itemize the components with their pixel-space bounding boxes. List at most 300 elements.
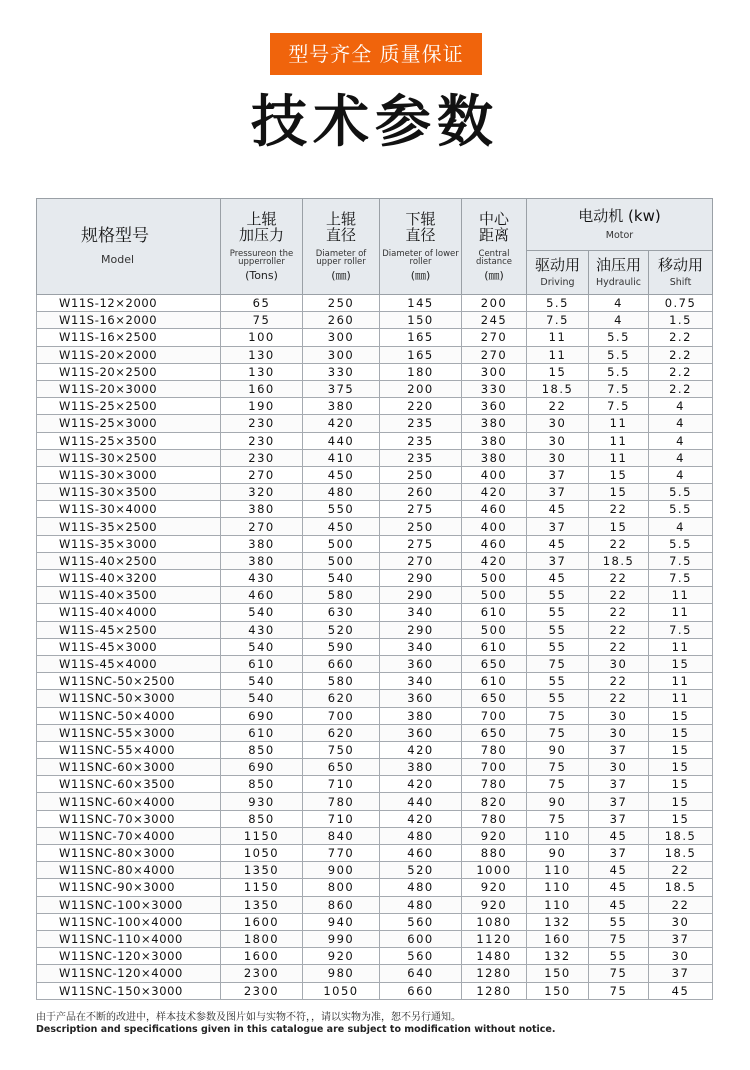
cell-upper-dia: 330 bbox=[303, 363, 380, 380]
cell-hydraulic: 37 bbox=[589, 776, 649, 793]
header-pressure-en: Pressureon the upperroller bbox=[229, 248, 294, 268]
cell-model: W11SNC-50×3000 bbox=[37, 690, 221, 707]
cell-hydraulic: 37 bbox=[589, 845, 649, 862]
cell-model: W11S-40×3200 bbox=[37, 570, 221, 587]
cell-driving: 75 bbox=[527, 759, 589, 776]
header-center-en: Central distance bbox=[475, 248, 513, 268]
cell-model: W11SNC-50×4000 bbox=[37, 707, 221, 724]
cell-driving: 55 bbox=[527, 621, 589, 638]
cell-upper-dia: 590 bbox=[303, 638, 380, 655]
cell-pressure: 540 bbox=[221, 673, 303, 690]
cell-shift: 4 bbox=[649, 432, 713, 449]
cell-pressure: 230 bbox=[221, 449, 303, 466]
cell-hydraulic: 4 bbox=[589, 312, 649, 329]
cell-upper-dia: 540 bbox=[303, 570, 380, 587]
cell-upper-dia: 620 bbox=[303, 690, 380, 707]
cell-model: W11SNC-60×3000 bbox=[37, 759, 221, 776]
cell-shift: 18.5 bbox=[649, 879, 713, 896]
cell-pressure: 610 bbox=[221, 724, 303, 741]
cell-model: W11S-12×2000 bbox=[37, 295, 221, 312]
cell-driving: 150 bbox=[527, 982, 589, 999]
cell-model: W11S-20×2000 bbox=[37, 346, 221, 363]
cell-center: 270 bbox=[462, 346, 527, 363]
cell-lower-dia: 180 bbox=[380, 363, 462, 380]
cell-lower-dia: 270 bbox=[380, 552, 462, 569]
cell-model: W11SNC-70×4000 bbox=[37, 827, 221, 844]
cell-model: W11SNC-55×4000 bbox=[37, 741, 221, 758]
cell-driving: 132 bbox=[527, 913, 589, 930]
cell-center: 920 bbox=[462, 896, 527, 913]
cell-shift: 15 bbox=[649, 741, 713, 758]
header-upper-dia-unit: (㎜) bbox=[331, 269, 351, 283]
cell-pressure: 1800 bbox=[221, 930, 303, 947]
cell-shift: 15 bbox=[649, 759, 713, 776]
cell-lower-dia: 250 bbox=[380, 466, 462, 483]
spec-table bbox=[36, 198, 713, 1000]
cell-driving: 11 bbox=[527, 329, 589, 346]
cell-center: 1000 bbox=[462, 862, 527, 879]
cell-lower-dia: 640 bbox=[380, 965, 462, 982]
cell-pressure: 380 bbox=[221, 535, 303, 552]
cell-center: 380 bbox=[462, 415, 527, 432]
cell-upper-dia: 940 bbox=[303, 913, 380, 930]
table-row bbox=[37, 965, 713, 982]
cell-shift: 18.5 bbox=[649, 827, 713, 844]
cell-center: 400 bbox=[462, 466, 527, 483]
cell-pressure: 190 bbox=[221, 398, 303, 415]
cell-pressure: 1600 bbox=[221, 913, 303, 930]
table-row bbox=[37, 741, 713, 758]
header-shift bbox=[649, 251, 713, 295]
cell-driving: 110 bbox=[527, 827, 589, 844]
table-row bbox=[37, 432, 713, 449]
header-model-en: Model bbox=[101, 252, 135, 266]
cell-hydraulic: 45 bbox=[589, 862, 649, 879]
cell-driving: 110 bbox=[527, 879, 589, 896]
cell-driving: 5.5 bbox=[527, 295, 589, 312]
cell-hydraulic: 30 bbox=[589, 759, 649, 776]
cell-driving: 11 bbox=[527, 346, 589, 363]
header-model-cn: 规格型号 bbox=[81, 226, 149, 247]
table-row bbox=[37, 930, 713, 947]
header-lower-dia-cn: 下辊 直径 bbox=[405, 209, 436, 245]
cell-lower-dia: 380 bbox=[380, 759, 462, 776]
table-row bbox=[37, 449, 713, 466]
cell-driving: 110 bbox=[527, 896, 589, 913]
table-row bbox=[37, 776, 713, 793]
cell-upper-dia: 980 bbox=[303, 965, 380, 982]
cell-lower-dia: 260 bbox=[380, 484, 462, 501]
cell-driving: 75 bbox=[527, 724, 589, 741]
cell-upper-dia: 710 bbox=[303, 776, 380, 793]
cell-center: 500 bbox=[462, 587, 527, 604]
cell-driving: 110 bbox=[527, 862, 589, 879]
cell-pressure: 1350 bbox=[221, 862, 303, 879]
header-hydraulic-en: Hydraulic bbox=[595, 276, 642, 288]
cell-shift: 11 bbox=[649, 604, 713, 621]
cell-upper-dia: 630 bbox=[303, 604, 380, 621]
cell-upper-dia: 450 bbox=[303, 518, 380, 535]
table-row bbox=[37, 862, 713, 879]
cell-driving: 55 bbox=[527, 638, 589, 655]
cell-hydraulic: 5.5 bbox=[589, 346, 649, 363]
cell-pressure: 2300 bbox=[221, 982, 303, 999]
cell-driving: 7.5 bbox=[527, 312, 589, 329]
cell-lower-dia: 235 bbox=[380, 432, 462, 449]
cell-model: W11SNC-120×3000 bbox=[37, 948, 221, 965]
header-shift-en: Shift bbox=[669, 276, 692, 288]
cell-center: 330 bbox=[462, 380, 527, 397]
cell-model: W11S-20×3000 bbox=[37, 380, 221, 397]
table-row bbox=[37, 312, 713, 329]
cell-hydraulic: 37 bbox=[589, 741, 649, 758]
table-row bbox=[37, 363, 713, 380]
cell-lower-dia: 560 bbox=[380, 948, 462, 965]
cell-center: 780 bbox=[462, 810, 527, 827]
table-row bbox=[37, 690, 713, 707]
cell-driving: 45 bbox=[527, 535, 589, 552]
header-center-cn: 中心 距离 bbox=[478, 209, 509, 245]
cell-upper-dia: 650 bbox=[303, 759, 380, 776]
table-row bbox=[37, 621, 713, 638]
cell-upper-dia: 580 bbox=[303, 587, 380, 604]
cell-model: W11SNC-55×3000 bbox=[37, 724, 221, 741]
header-lower-dia bbox=[380, 199, 462, 295]
cell-model: W11S-45×3000 bbox=[37, 638, 221, 655]
cell-pressure: 160 bbox=[221, 380, 303, 397]
cell-shift: 2.2 bbox=[649, 346, 713, 363]
cell-lower-dia: 420 bbox=[380, 776, 462, 793]
spec-table-body bbox=[37, 295, 713, 1000]
cell-hydraulic: 45 bbox=[589, 827, 649, 844]
cell-center: 780 bbox=[462, 741, 527, 758]
cell-shift: 4 bbox=[649, 518, 713, 535]
cell-model: W11SNC-70×3000 bbox=[37, 810, 221, 827]
cell-shift: 22 bbox=[649, 896, 713, 913]
spec-table-container bbox=[36, 198, 712, 1000]
cell-driving: 37 bbox=[527, 484, 589, 501]
header-driving bbox=[527, 251, 589, 295]
cell-center: 500 bbox=[462, 570, 527, 587]
cell-model: W11S-35×2500 bbox=[37, 518, 221, 535]
cell-center: 650 bbox=[462, 724, 527, 741]
cell-hydraulic: 22 bbox=[589, 604, 649, 621]
cell-shift: 11 bbox=[649, 673, 713, 690]
header-center bbox=[462, 199, 527, 295]
cell-driving: 150 bbox=[527, 965, 589, 982]
cell-center: 820 bbox=[462, 793, 527, 810]
cell-pressure: 930 bbox=[221, 793, 303, 810]
cell-lower-dia: 165 bbox=[380, 329, 462, 346]
cell-upper-dia: 860 bbox=[303, 896, 380, 913]
cell-model: W11S-40×4000 bbox=[37, 604, 221, 621]
cell-shift: 2.2 bbox=[649, 380, 713, 397]
table-row bbox=[37, 913, 713, 930]
cell-lower-dia: 460 bbox=[380, 845, 462, 862]
header-center-unit: (㎜) bbox=[484, 269, 504, 283]
cell-pressure: 540 bbox=[221, 638, 303, 655]
cell-lower-dia: 220 bbox=[380, 398, 462, 415]
cell-lower-dia: 560 bbox=[380, 913, 462, 930]
cell-pressure: 540 bbox=[221, 604, 303, 621]
cell-shift: 22 bbox=[649, 862, 713, 879]
cell-upper-dia: 260 bbox=[303, 312, 380, 329]
cell-lower-dia: 290 bbox=[380, 587, 462, 604]
cell-hydraulic: 11 bbox=[589, 449, 649, 466]
cell-driving: 55 bbox=[527, 604, 589, 621]
cell-driving: 15 bbox=[527, 363, 589, 380]
cell-hydraulic: 30 bbox=[589, 724, 649, 741]
table-row bbox=[37, 518, 713, 535]
cell-upper-dia: 300 bbox=[303, 329, 380, 346]
cell-center: 420 bbox=[462, 552, 527, 569]
cell-lower-dia: 480 bbox=[380, 827, 462, 844]
cell-hydraulic: 18.5 bbox=[589, 552, 649, 569]
cell-upper-dia: 660 bbox=[303, 655, 380, 672]
cell-pressure: 230 bbox=[221, 415, 303, 432]
cell-model: W11SNC-80×3000 bbox=[37, 845, 221, 862]
cell-lower-dia: 145 bbox=[380, 295, 462, 312]
cell-center: 1280 bbox=[462, 965, 527, 982]
cell-pressure: 130 bbox=[221, 363, 303, 380]
cell-model: W11SNC-60×3500 bbox=[37, 776, 221, 793]
cell-center: 610 bbox=[462, 604, 527, 621]
cell-driving: 90 bbox=[527, 793, 589, 810]
cell-upper-dia: 900 bbox=[303, 862, 380, 879]
cell-center: 300 bbox=[462, 363, 527, 380]
cell-upper-dia: 700 bbox=[303, 707, 380, 724]
cell-shift: 11 bbox=[649, 587, 713, 604]
cell-driving: 160 bbox=[527, 930, 589, 947]
cell-driving: 90 bbox=[527, 741, 589, 758]
header-lower-dia-unit: (㎜) bbox=[410, 269, 431, 283]
cell-lower-dia: 480 bbox=[380, 879, 462, 896]
cell-driving: 132 bbox=[527, 948, 589, 965]
cell-pressure: 65 bbox=[221, 295, 303, 312]
cell-pressure: 1600 bbox=[221, 948, 303, 965]
cell-hydraulic: 22 bbox=[589, 673, 649, 690]
cell-hydraulic: 5.5 bbox=[589, 329, 649, 346]
cell-lower-dia: 250 bbox=[380, 518, 462, 535]
cell-shift: 7.5 bbox=[649, 621, 713, 638]
cell-shift: 11 bbox=[649, 638, 713, 655]
cell-pressure: 430 bbox=[221, 570, 303, 587]
cell-lower-dia: 480 bbox=[380, 896, 462, 913]
table-row bbox=[37, 638, 713, 655]
cell-lower-dia: 340 bbox=[380, 673, 462, 690]
cell-model: W11SNC-100×4000 bbox=[37, 913, 221, 930]
cell-hydraulic: 55 bbox=[589, 948, 649, 965]
cell-center: 1080 bbox=[462, 913, 527, 930]
table-row bbox=[37, 535, 713, 552]
cell-shift: 4 bbox=[649, 449, 713, 466]
cell-model: W11S-30×4000 bbox=[37, 501, 221, 518]
cell-center: 700 bbox=[462, 759, 527, 776]
cell-lower-dia: 275 bbox=[380, 535, 462, 552]
cell-pressure: 230 bbox=[221, 432, 303, 449]
cell-lower-dia: 290 bbox=[380, 570, 462, 587]
cell-hydraulic: 15 bbox=[589, 466, 649, 483]
cell-hydraulic: 55 bbox=[589, 913, 649, 930]
cell-hydraulic: 30 bbox=[589, 655, 649, 672]
cell-model: W11S-16×2500 bbox=[37, 329, 221, 346]
cell-pressure: 540 bbox=[221, 690, 303, 707]
cell-pressure: 2300 bbox=[221, 965, 303, 982]
table-row bbox=[37, 982, 713, 999]
cell-lower-dia: 420 bbox=[380, 741, 462, 758]
cell-pressure: 380 bbox=[221, 501, 303, 518]
cell-upper-dia: 550 bbox=[303, 501, 380, 518]
cell-model: W11SNC-120×4000 bbox=[37, 965, 221, 982]
cell-shift: 4 bbox=[649, 415, 713, 432]
table-row bbox=[37, 759, 713, 776]
cell-shift: 2.2 bbox=[649, 363, 713, 380]
cell-shift: 4 bbox=[649, 466, 713, 483]
cell-model: W11S-30×3000 bbox=[37, 466, 221, 483]
cell-pressure: 320 bbox=[221, 484, 303, 501]
cell-upper-dia: 500 bbox=[303, 552, 380, 569]
cell-hydraulic: 37 bbox=[589, 793, 649, 810]
cell-upper-dia: 710 bbox=[303, 810, 380, 827]
cell-model: W11SNC-50×2500 bbox=[37, 673, 221, 690]
cell-lower-dia: 340 bbox=[380, 604, 462, 621]
cell-upper-dia: 480 bbox=[303, 484, 380, 501]
cell-center: 360 bbox=[462, 398, 527, 415]
cell-pressure: 610 bbox=[221, 655, 303, 672]
cell-center: 500 bbox=[462, 621, 527, 638]
cell-pressure: 850 bbox=[221, 776, 303, 793]
table-row bbox=[37, 793, 713, 810]
cell-model: W11S-35×3000 bbox=[37, 535, 221, 552]
cell-center: 1280 bbox=[462, 982, 527, 999]
cell-shift: 5.5 bbox=[649, 535, 713, 552]
cell-pressure: 270 bbox=[221, 518, 303, 535]
cell-pressure: 460 bbox=[221, 587, 303, 604]
cell-center: 200 bbox=[462, 295, 527, 312]
header-lower-dia-en: Diameter of lower roller bbox=[382, 248, 459, 268]
cell-model: W11S-40×2500 bbox=[37, 552, 221, 569]
cell-upper-dia: 620 bbox=[303, 724, 380, 741]
cell-hydraulic: 75 bbox=[589, 982, 649, 999]
header-motor bbox=[527, 199, 713, 251]
cell-model: W11SNC-100×3000 bbox=[37, 896, 221, 913]
table-row bbox=[37, 845, 713, 862]
cell-upper-dia: 380 bbox=[303, 398, 380, 415]
header-row-top bbox=[37, 199, 713, 251]
cell-hydraulic: 37 bbox=[589, 810, 649, 827]
cell-model: W11SNC-80×4000 bbox=[37, 862, 221, 879]
table-row bbox=[37, 398, 713, 415]
cell-model: W11S-30×2500 bbox=[37, 449, 221, 466]
cell-center: 780 bbox=[462, 776, 527, 793]
cell-driving: 37 bbox=[527, 466, 589, 483]
cell-pressure: 690 bbox=[221, 759, 303, 776]
cell-upper-dia: 770 bbox=[303, 845, 380, 862]
cell-upper-dia: 520 bbox=[303, 621, 380, 638]
cell-model: W11SNC-90×3000 bbox=[37, 879, 221, 896]
cell-shift: 15 bbox=[649, 724, 713, 741]
cell-center: 610 bbox=[462, 673, 527, 690]
cell-model: W11S-45×4000 bbox=[37, 655, 221, 672]
cell-shift: 15 bbox=[649, 776, 713, 793]
cell-driving: 75 bbox=[527, 655, 589, 672]
cell-model: W11SNC-60×4000 bbox=[37, 793, 221, 810]
cell-shift: 5.5 bbox=[649, 484, 713, 501]
table-row bbox=[37, 827, 713, 844]
cell-shift: 18.5 bbox=[649, 845, 713, 862]
cell-model: W11S-25×3500 bbox=[37, 432, 221, 449]
cell-center: 245 bbox=[462, 312, 527, 329]
cell-center: 380 bbox=[462, 432, 527, 449]
cell-lower-dia: 520 bbox=[380, 862, 462, 879]
cell-model: W11S-25×3000 bbox=[37, 415, 221, 432]
cell-lower-dia: 360 bbox=[380, 655, 462, 672]
cell-lower-dia: 660 bbox=[380, 982, 462, 999]
cell-driving: 55 bbox=[527, 690, 589, 707]
header-pressure-cn: 上辊 加压力 bbox=[238, 209, 284, 245]
cell-driving: 18.5 bbox=[527, 380, 589, 397]
table-row bbox=[37, 380, 713, 397]
cell-shift: 37 bbox=[649, 965, 713, 982]
cell-shift: 30 bbox=[649, 913, 713, 930]
table-row bbox=[37, 415, 713, 432]
cell-shift: 45 bbox=[649, 982, 713, 999]
cell-upper-dia: 920 bbox=[303, 948, 380, 965]
cell-center: 1480 bbox=[462, 948, 527, 965]
cell-driving: 75 bbox=[527, 810, 589, 827]
cell-model: W11SNC-110×4000 bbox=[37, 930, 221, 947]
cell-driving: 30 bbox=[527, 432, 589, 449]
cell-driving: 75 bbox=[527, 707, 589, 724]
cell-upper-dia: 500 bbox=[303, 535, 380, 552]
cell-model: W11S-20×2500 bbox=[37, 363, 221, 380]
table-row bbox=[37, 948, 713, 965]
cell-hydraulic: 5.5 bbox=[589, 363, 649, 380]
cell-center: 270 bbox=[462, 329, 527, 346]
cell-upper-dia: 450 bbox=[303, 466, 380, 483]
cell-shift: 30 bbox=[649, 948, 713, 965]
cell-hydraulic: 7.5 bbox=[589, 398, 649, 415]
cell-pressure: 270 bbox=[221, 466, 303, 483]
header-shift-cn: 移动用 bbox=[657, 256, 703, 275]
cell-upper-dia: 300 bbox=[303, 346, 380, 363]
cell-upper-dia: 750 bbox=[303, 741, 380, 758]
cell-hydraulic: 22 bbox=[589, 690, 649, 707]
cell-upper-dia: 410 bbox=[303, 449, 380, 466]
cell-upper-dia: 250 bbox=[303, 295, 380, 312]
cell-lower-dia: 360 bbox=[380, 690, 462, 707]
cell-shift: 11 bbox=[649, 690, 713, 707]
cell-shift: 1.5 bbox=[649, 312, 713, 329]
cell-hydraulic: 75 bbox=[589, 930, 649, 947]
cell-hydraulic: 15 bbox=[589, 518, 649, 535]
cell-lower-dia: 440 bbox=[380, 793, 462, 810]
cell-driving: 75 bbox=[527, 776, 589, 793]
cell-hydraulic: 11 bbox=[589, 432, 649, 449]
header-upper-dia-cn: 上辊 直径 bbox=[325, 209, 356, 245]
disclaimer-cn: 由于产品在不断的改进中，样本技术参数及图片如与实物不符，，请以实物为准，恕不另行通知。 bbox=[36, 1012, 461, 1023]
cell-center: 650 bbox=[462, 690, 527, 707]
cell-lower-dia: 275 bbox=[380, 501, 462, 518]
cell-lower-dia: 235 bbox=[380, 449, 462, 466]
cell-center: 610 bbox=[462, 638, 527, 655]
table-row bbox=[37, 501, 713, 518]
cell-shift: 15 bbox=[649, 793, 713, 810]
cell-upper-dia: 780 bbox=[303, 793, 380, 810]
cell-pressure: 690 bbox=[221, 707, 303, 724]
table-row bbox=[37, 604, 713, 621]
cell-center: 920 bbox=[462, 827, 527, 844]
